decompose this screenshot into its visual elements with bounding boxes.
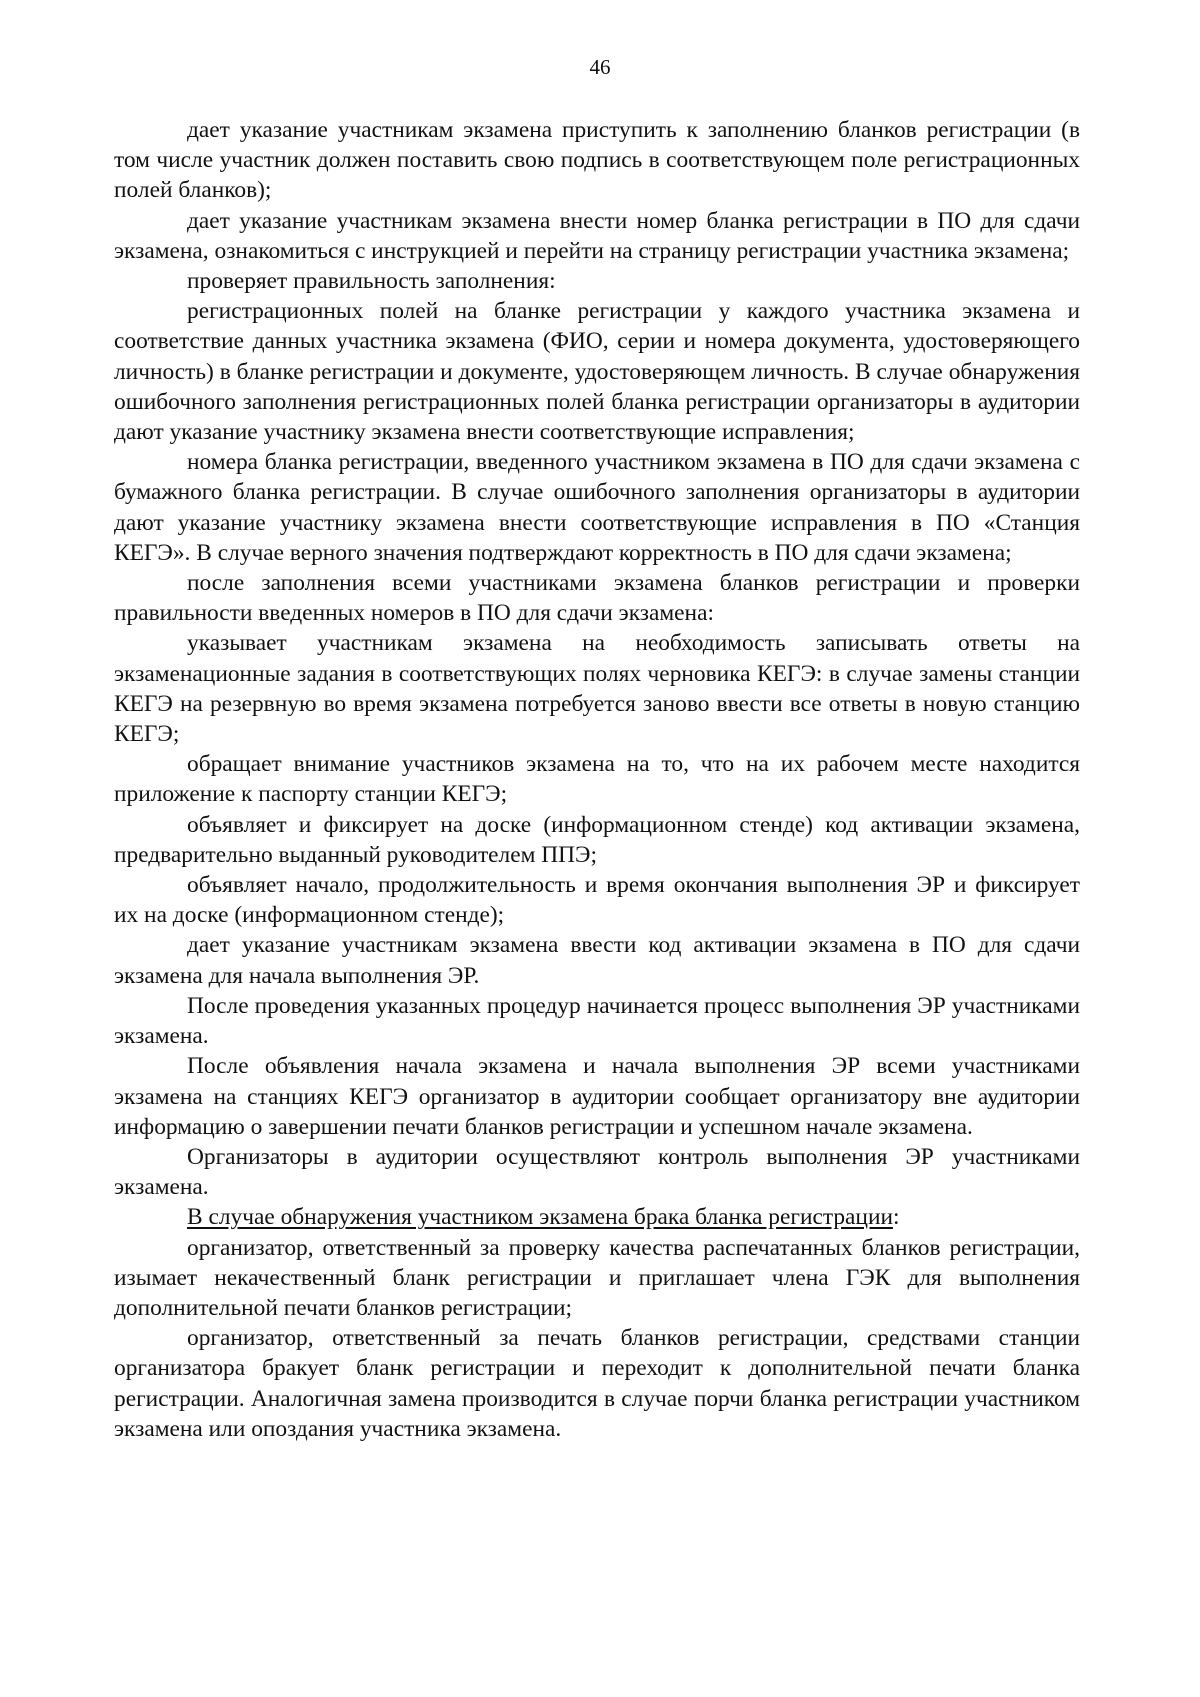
paragraph: организатор, ответственный за печать бланков регистрации, средствами станции организатора бракует бланк регистрации и переходит к дополнительной печати бланка регистрации. Аналогичная замена производится в случае порчи бланка регистрации участником экзамена или опоздания участника экзамена. (114, 1325, 1080, 1442)
paragraph: номера бланка регистрации, введенного участником экзамена в ПО для сдачи экзамена с бумажного бланка регистрации. В случае ошибочного заполнения организаторы в аудитории дают указание участнику экзамена внести соответствующие исправления в ПО «Станция КЕГЭ». В случае верного значения подтверждают корректность в ПО для сдачи экзамена; (114, 449, 1080, 566)
paragraph: дает указание участникам экзамена приступить к заполнению бланков регистрации (в том числе участник должен поставить свою подпись в соответствующем поле регистрационных полей бланков); (114, 117, 1080, 204)
document-body (114, 115, 1080, 1444)
paragraph: После объявления начала экзамена и начала выполнения ЭР всеми участниками экзамена на станциях КЕГЭ организатор в аудитории сообщает организатору вне аудитории информацию о завершении печати бланков регистрации и успешном начале экзамена. (114, 1053, 1080, 1140)
defect-section-heading (114, 1202, 1080, 1232)
paragraph: объявляет начало, продолжительность и время окончания выполнения ЭР и фиксирует их на доске (информационном стенде); (114, 872, 1080, 929)
paragraph: обращает внимание участников экзамена на то, что на их рабочем месте находится приложение к паспорту станции КЕГЭ; (114, 751, 1080, 808)
defect-section-heading-text: В случае обнаружения участником экзамена брака бланка регистрации (187, 1204, 893, 1231)
paragraph: указывает участникам экзамена на необходимость записывать ответы на экзаменационные задания в соответствующих полях черновика КЕГЭ: в случае замены станции КЕГЭ на резервную во время экзамена потребуется заново ввести все ответы в новую станцию КЕГЭ; (114, 630, 1080, 748)
paragraph: После проведения указанных процедур начинается процесс выполнения ЭР участниками экзамена. (114, 992, 1080, 1050)
paragraph: дает указание участникам экзамена ввести код активации экзамена в ПО для сдачи экзамена для начала выполнения ЭР. (114, 932, 1080, 989)
page-number: 46 (589, 55, 611, 79)
paragraph: регистрационных полей на бланке регистрации у каждого участника экзамена и соответствие данных участника экзамена (ФИО, серии и номера документа, удостоверяющего личность) в бланке регистрации и документе, удостоверяющем личность. В случае обнаружения ошибочного заполнения регистрационных полей бланка регистрации организаторы в аудитории дают указание участнику экзамена внести соответствующие исправления; (114, 298, 1080, 446)
paragraph: проверяет правильность заполнения: (187, 268, 556, 295)
paragraph: дает указание участникам экзамена внести номер бланка регистрации в ПО для сдачи экзамена, ознакомиться с инструкцией и перейти на страницу регистрации участника экзамена; (114, 207, 1080, 264)
defect-section-heading-colon: : (892, 1204, 900, 1231)
paragraph: объявляет и фиксирует на доске (информационном стенде) код активации экзамена, предварительно выданный руководителем ППЭ; (114, 811, 1080, 868)
paragraph: Организаторы в аудитории осуществляют контроль выполнения ЭР участниками экзамена. (114, 1143, 1080, 1201)
paragraph: организатор, ответственный за проверку качества распечатанных бланков регистрации, изымает некачественный бланк регистрации и приглашает члена ГЭК для выполнения дополнительной печати бланков регистрации; (114, 1234, 1080, 1321)
paragraph: после заполнения всеми участниками экзамена бланков регистрации и проверки правильности введенных номеров в ПО для сдачи экзамена: (114, 570, 1080, 627)
